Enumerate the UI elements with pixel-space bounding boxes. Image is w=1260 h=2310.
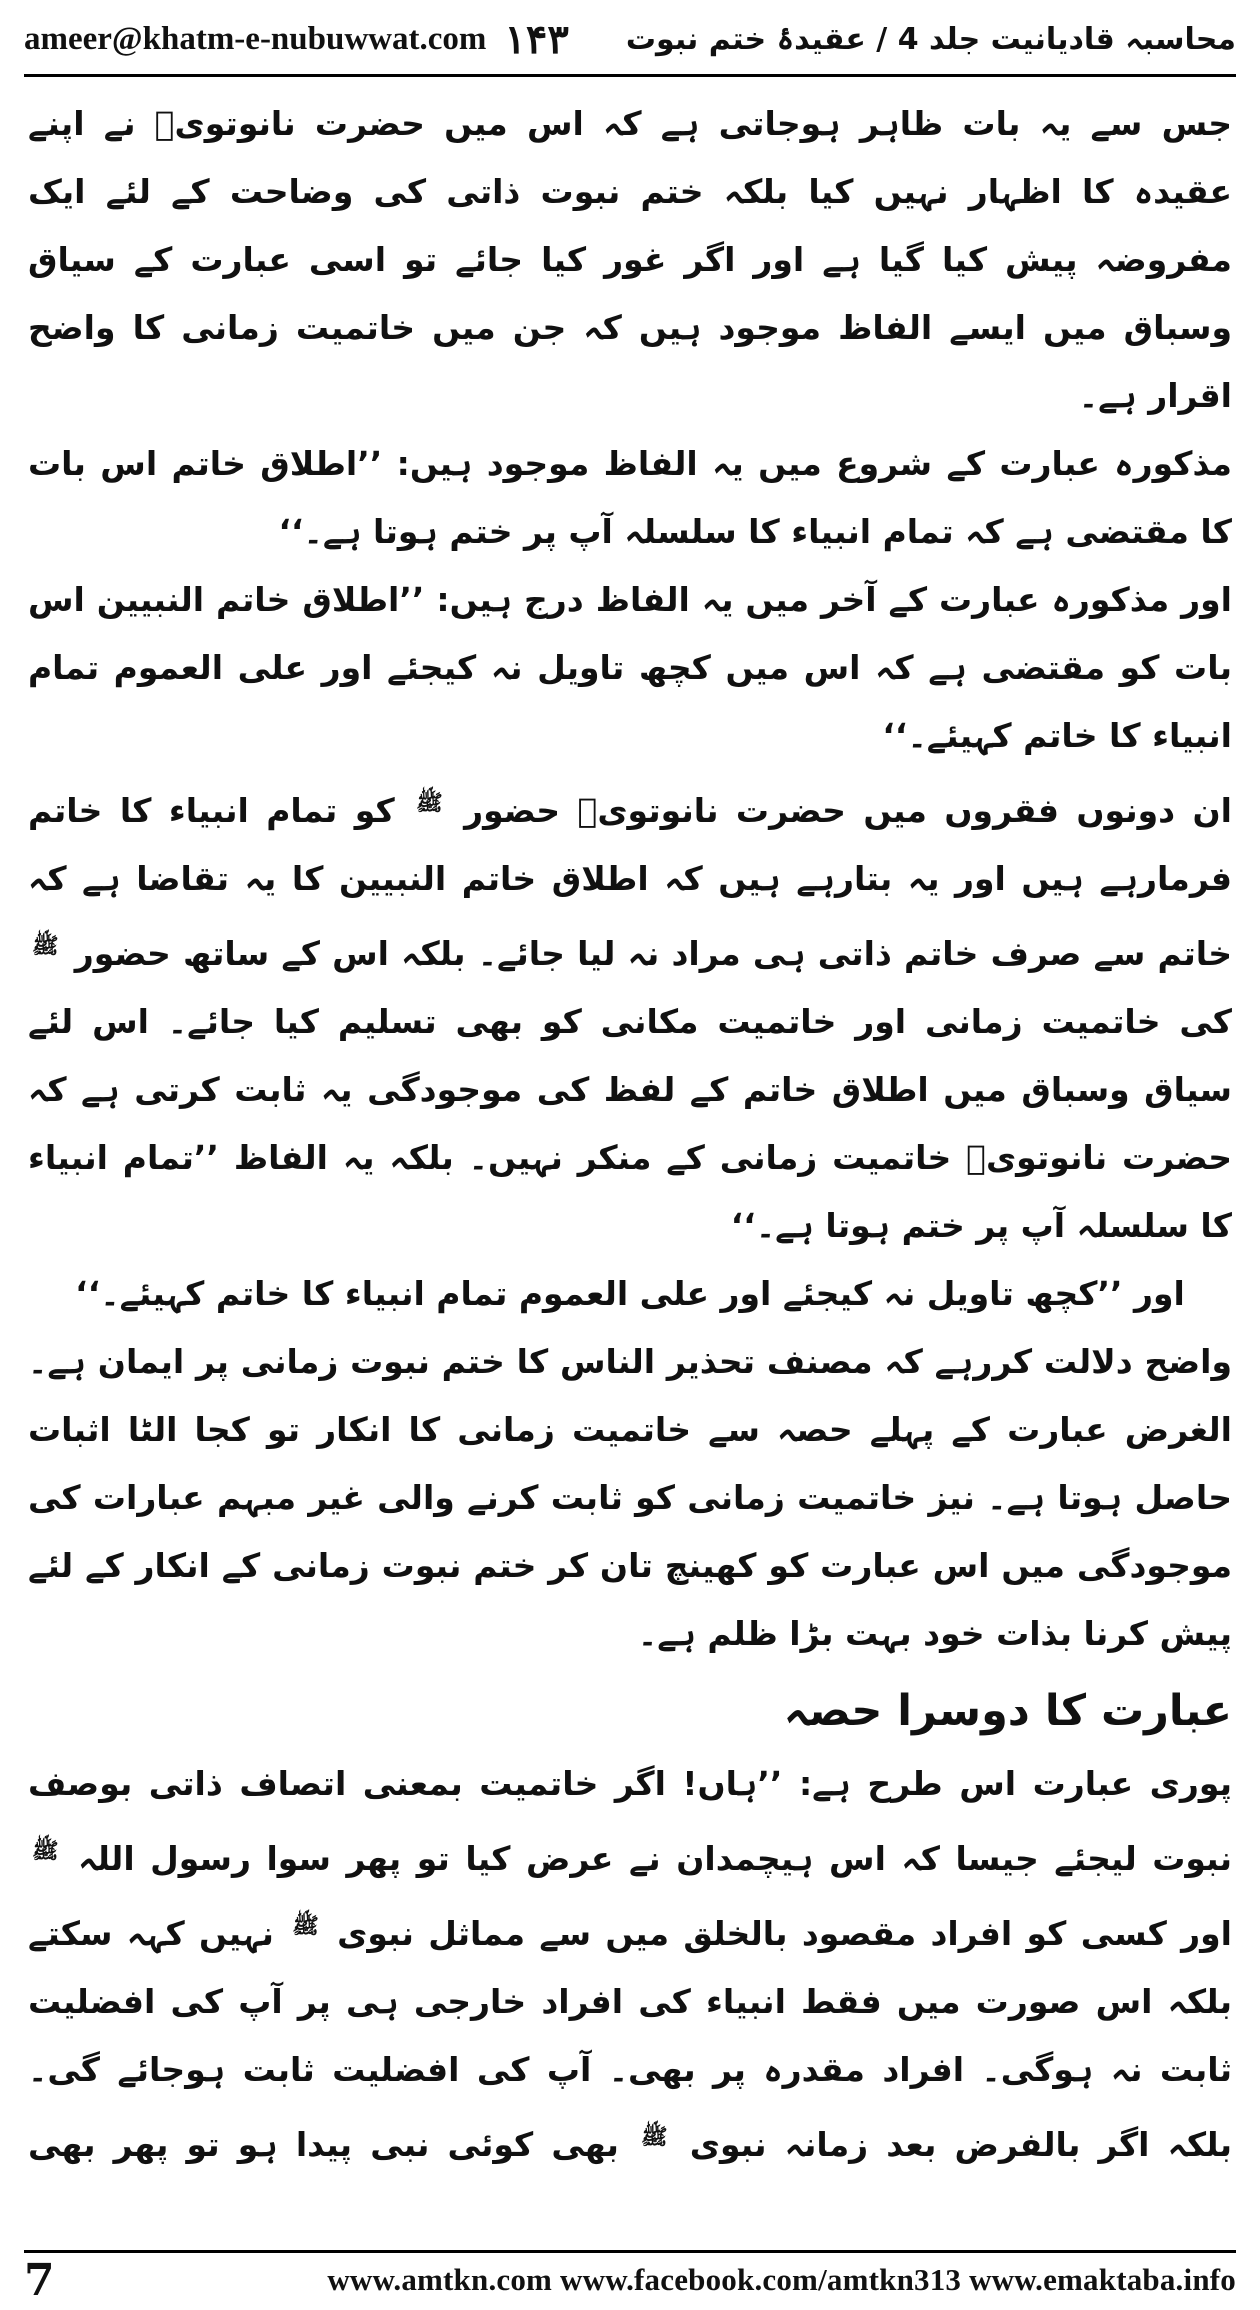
footer-rule — [24, 2250, 1236, 2253]
paragraph-7 — [28, 1750, 1232, 2170]
page-header — [24, 8, 1236, 70]
footer-page-number: 7 — [24, 2254, 55, 2306]
paragraph-4-part-c: کی خاتمیت زمانی اور خاتمیت مکانی کو بھی تسلیم کیا جائے۔ اس لئے سیاق وسباق میں اطلاق خاتم کے لفظ کی موجودگی یہ ثابت کرتی ہے کہ حضرت نانوتویؒ خاتمیت زمانی کے منکر نہیں۔ بلکہ یہ الفاظ ’’تمام انبیاء کا سلسلہ آپ پر ختم ہوتا ہے۔‘‘ — [28, 1002, 1232, 1245]
paragraph-5: اور ’’کچھ تاویل نہ کیجئے اور علی العموم تمام انبیاء کا خاتم کہیئے۔‘‘ — [75, 1274, 1185, 1313]
header-title: محاسبہ قادیانیت جلد 4 / عقیدۂ ختم نبوت — [625, 21, 1236, 57]
header-email: ameer@khatm-e-nubuwwat.com — [24, 20, 487, 57]
header-left — [24, 16, 569, 63]
salutation-symbol: ﷺ — [292, 1914, 319, 1939]
salutation-symbol: ﷺ — [416, 791, 443, 816]
page-content — [28, 90, 1232, 2170]
paragraph-6: واضح دلالت کررہے کہ مصنف تحذیر الناس کا ختم نبوت زمانی پر ایمان ہے۔ الغرض عبارت کے پہلے حصہ سے خاتمیت زمانی کا انکار تو کجا الٹا اثبات حاصل ہوتا ہے۔ نیز خاتمیت زمانی کو ثابت کرنے والی غیر مبہم عبارات کی موجودگی میں اس عبارت کو کھینچ تان کر ختم نبوت زمانی کے انکار کے لئے پیش کرنا بذات خود بہت بڑا ظلم ہے۔ — [28, 1342, 1232, 1653]
paragraph-7-part-b: اور کسی کو افراد مقصود بالخلق میں سے مماثل نبوی — [337, 1914, 1232, 1953]
page-footer — [24, 2255, 1236, 2305]
header-rule — [24, 74, 1236, 77]
paragraph-2: مذکورہ عبارت کے شروع میں یہ الفاظ موجود ہیں: ’’اطلاق خاتم اس بات کا مقتضی ہے کہ تمام انبیاء کا سلسلہ آپ پر ختم ہوتا ہے۔‘‘ — [28, 444, 1232, 551]
paragraph-1: جس سے یہ بات ظاہر ہوجاتی ہے کہ اس میں حضرت نانوتویؒ نے اپنے عقیدہ کا اظہار نہیں کیا بلکہ ختم نبوت ذاتی کی وضاحت کے لئے ایک مفروضہ پیش کیا گیا ہے اور اگر غور کیا جائے تو اسی عبارت کے سیاق وسباق میں ایسے الفاظ موجود ہیں کہ جن میں خاتمیت زمانی کا واضح اقرار ہے۔ — [28, 104, 1232, 415]
paragraph-7-part-c: نہیں کہہ سکتے بلکہ اس صورت میں فقط انبیاء کی افراد خارجی ہی پر آپ کی افضلیت ثابت نہ ہوگی۔ افراد مقدرہ پر بھی۔ آپ کی افضلیت ثابت ہوجائے گی۔ بلکہ اگر بالفرض بعد زمانہ نبوی — [28, 1914, 1232, 2164]
salutation-symbol: ﷺ — [32, 1839, 59, 1864]
paragraph-3: اور مذکورہ عبارت کے آخر میں یہ الفاظ درج ہیں: ’’اطلاق خاتم النبیین اس بات کو مقتضی ہے کہ اس میں کچھ تاویل نہ کیجئے اور علی العموم تمام انبیاء کا خاتم کہیئے۔‘‘ — [28, 580, 1232, 755]
salutation-symbol: ﷺ — [641, 2125, 668, 2150]
section-heading: عبارت کا دوسرا حصہ — [783, 1686, 1232, 1736]
paragraph-7-part-d: بھی کوئی نبی پیدا ہو تو پھر بھی — [28, 2125, 619, 2164]
paragraph-4-part-a: ان دونوں فقروں میں حضرت نانوتویؒ حضور — [464, 791, 1232, 830]
paragraph-4-part-b: کو تمام انبیاء کا خاتم فرمارہے ہیں اور یہ بتارہے ہیں کہ اطلاق خاتم النبیین کا یہ تقاضا ہے کہ خاتم سے صرف خاتم ذاتی ہی مراد نہ لیا جائے۔ بلکہ اس کے ساتھ حضور — [28, 791, 1232, 973]
paragraph-7-part-a: پوری عبارت اس طرح ہے: ’’ہاں! اگر خاتمیت بمعنی اتصاف ذاتی بوصف نبوت لیجئے جیسا کہ اس ہیچمدان نے عرض کیا تو پھر سوا رسول اللہ — [28, 1764, 1232, 1878]
salutation-symbol: ﷺ — [32, 934, 59, 959]
paragraph-4 — [28, 770, 1232, 1260]
footer-urls: www.amtkn.com www.facebook.com/amtkn313 www.emaktaba.info — [327, 2262, 1236, 2297]
header-page-number: ۱۴۳ — [504, 15, 569, 63]
